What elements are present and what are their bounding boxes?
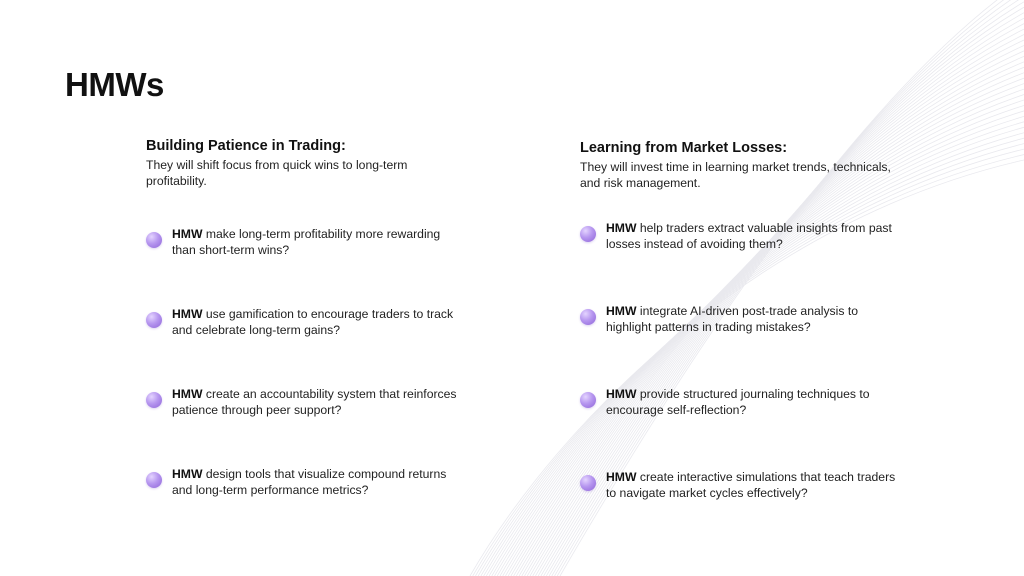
hmw-item <box>146 226 466 258</box>
hmw-question: use gamification to encourage traders to track and celebrate long-term gains? <box>172 307 454 337</box>
hmw-text <box>172 226 462 258</box>
hmw-question: provide structured journaling techniques to encourage self-reflection? <box>606 387 870 417</box>
hmw-text <box>606 303 896 335</box>
bullet-dot-icon <box>146 392 162 408</box>
hmw-text <box>606 386 896 418</box>
hmw-prefix: HMW <box>606 221 637 235</box>
hmw-item <box>580 303 900 335</box>
hmw-prefix: HMW <box>172 387 203 401</box>
hmw-question: integrate AI-driven post-trade analysis to highlight patterns in trading mistakes? <box>606 304 858 334</box>
bullet-dot-icon <box>580 392 596 408</box>
bullet-dot-icon <box>580 475 596 491</box>
page-title: HMWs <box>65 66 164 103</box>
background-wave-line <box>481 138 1024 576</box>
background-wave-line <box>484 133 1024 576</box>
column-learning-from-losses <box>580 139 900 500</box>
hmw-text <box>172 466 462 498</box>
hmw-item <box>580 386 900 418</box>
bullet-dot-icon <box>146 232 162 248</box>
hmw-item <box>146 386 466 418</box>
hmw-prefix: HMW <box>172 227 203 241</box>
hmw-text <box>172 306 462 338</box>
bullet-dot-icon <box>580 309 596 325</box>
hmw-prefix: HMW <box>172 307 203 321</box>
hmw-prefix: HMW <box>606 304 637 318</box>
column-heading: Learning from Market Losses: <box>580 140 788 156</box>
background-wave-line <box>486 127 1024 576</box>
hmw-text <box>172 386 462 418</box>
background-wave-line <box>475 149 1024 576</box>
hmw-prefix: HMW <box>606 470 637 484</box>
background-wave-line <box>473 155 1024 576</box>
column-building-patience <box>146 137 466 497</box>
bullet-dot-icon <box>146 472 162 488</box>
bullet-dot-icon <box>146 312 162 328</box>
hmw-question: design tools that visualize compound returns and long-term performance metrics? <box>172 467 447 497</box>
hmw-question: create interactive simulations that teach traders to navigate market cycles effectively? <box>606 470 896 500</box>
bullet-dot-icon <box>580 226 596 242</box>
hmw-question: create an accountability system that reinforces patience through peer support? <box>172 387 457 417</box>
hmw-prefix: HMW <box>172 467 203 481</box>
hmw-item <box>146 306 466 338</box>
hmw-prefix: HMW <box>606 387 637 401</box>
hmw-text <box>606 469 896 501</box>
column-heading: Building Patience in Trading: <box>146 138 346 154</box>
hmw-item <box>580 220 900 252</box>
hmw-item <box>580 469 900 501</box>
column-subtitle: They will shift focus from quick wins to long-term profitability. <box>146 158 408 188</box>
hmw-question: make long-term profitability more rewarding than short-term wins? <box>172 227 441 257</box>
background-wave-line <box>478 144 1024 576</box>
hmw-item <box>146 466 466 498</box>
hmw-question: help traders extract valuable insights from past losses instead of avoiding them? <box>606 221 892 251</box>
column-subtitle: They will invest time in learning market trends, technicals, and risk management. <box>580 160 891 190</box>
hmw-text <box>606 220 896 252</box>
